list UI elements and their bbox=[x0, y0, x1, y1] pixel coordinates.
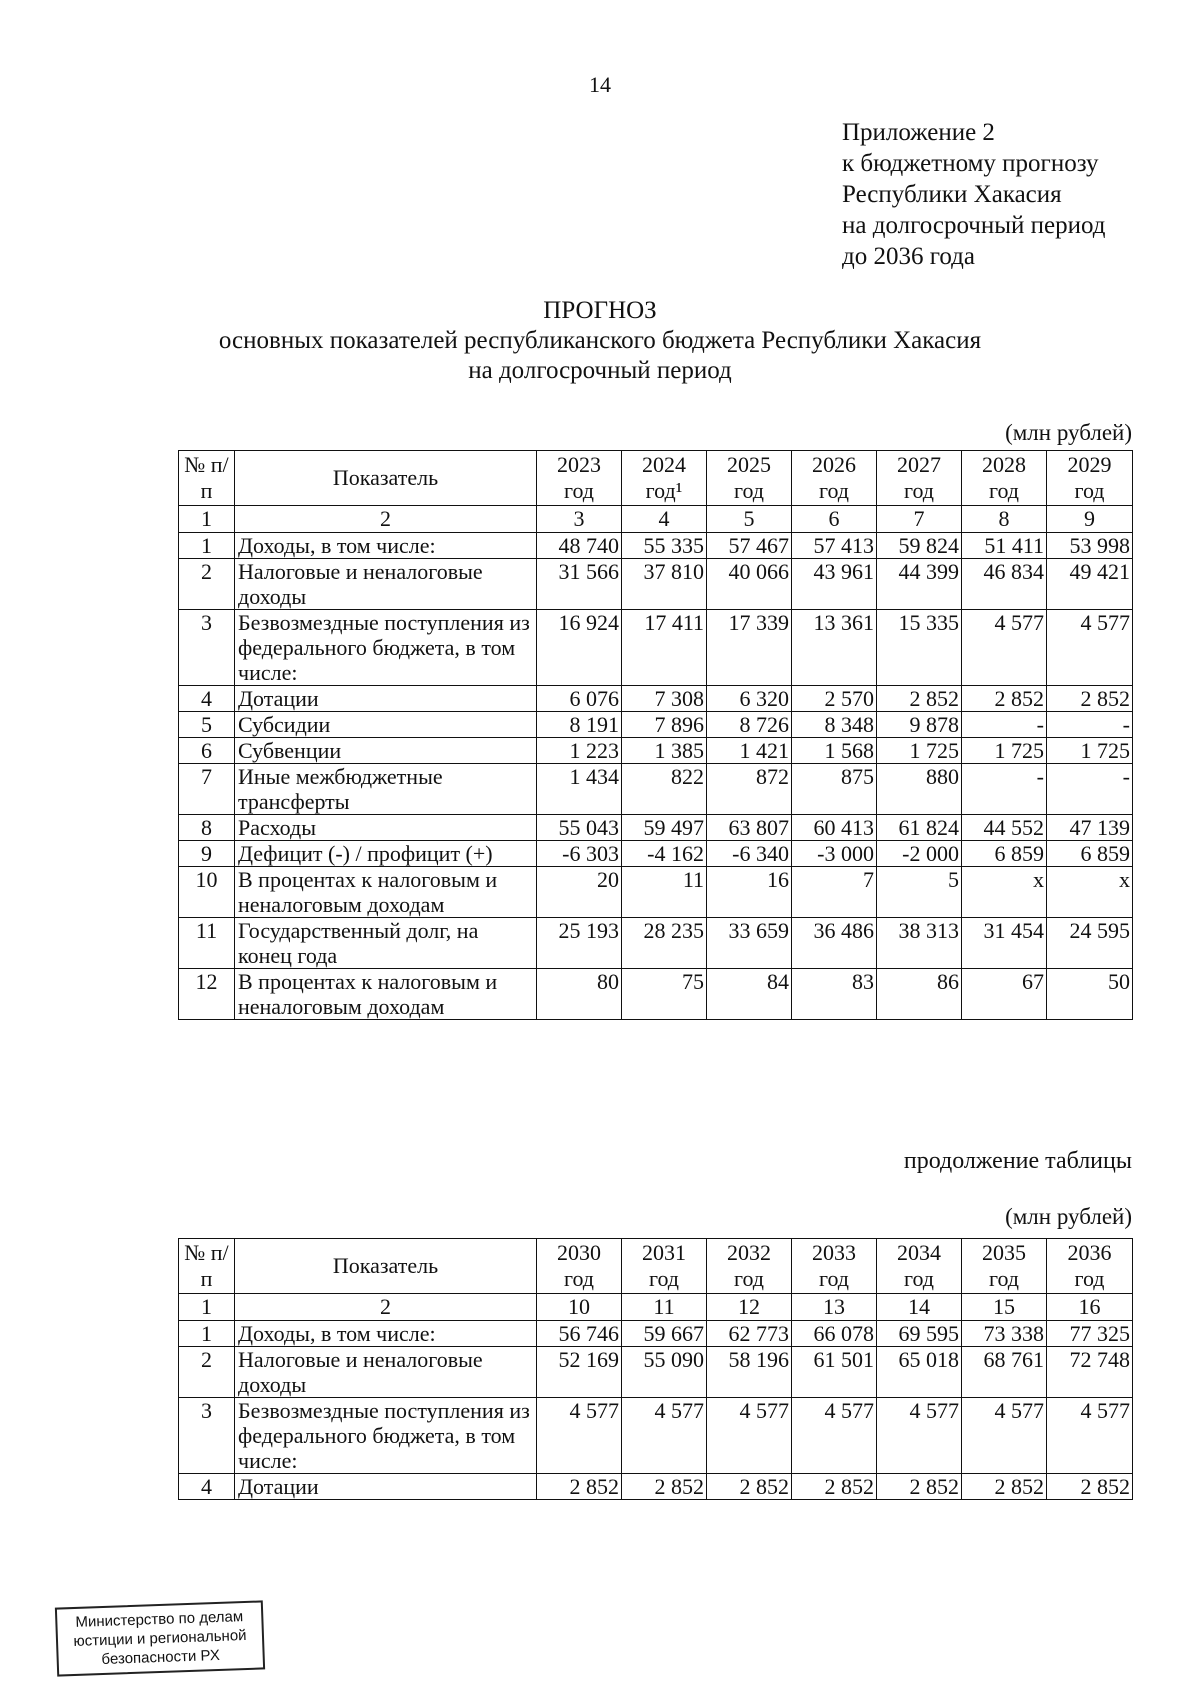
row-number: 9 bbox=[179, 841, 235, 867]
row-value: 56 746 bbox=[537, 1321, 622, 1347]
row-value: 59 824 bbox=[877, 533, 962, 559]
row-value: 15 335 bbox=[877, 610, 962, 686]
row-value: 52 169 bbox=[537, 1347, 622, 1398]
table-row bbox=[179, 764, 1133, 815]
page-number: 14 bbox=[589, 72, 611, 97]
row-indicator: Расходы bbox=[235, 815, 537, 841]
row-value: 16 924 bbox=[537, 610, 622, 686]
row-value: 72 748 bbox=[1047, 1347, 1133, 1398]
row-value: 59 667 bbox=[622, 1321, 707, 1347]
column-number: 4 bbox=[622, 506, 707, 533]
table-row bbox=[179, 841, 1133, 867]
header-year-unit: год bbox=[988, 1266, 1020, 1291]
row-number: 3 bbox=[179, 610, 235, 686]
row-value: 47 139 bbox=[1047, 815, 1133, 841]
header-year bbox=[877, 1239, 962, 1294]
row-value: 1 725 bbox=[962, 738, 1047, 764]
table-row bbox=[179, 969, 1133, 1020]
row-indicator: В процентах к налоговым и неналоговым доходам bbox=[235, 867, 537, 918]
table-header-row bbox=[179, 1239, 1133, 1294]
row-value: 84 bbox=[707, 969, 792, 1020]
row-value: 1 385 bbox=[622, 738, 707, 764]
row-value: 67 bbox=[962, 969, 1047, 1020]
row-number: 2 bbox=[179, 1347, 235, 1398]
row-value: 16 bbox=[707, 867, 792, 918]
row-number: 5 bbox=[179, 712, 235, 738]
row-value: 4 577 bbox=[962, 1398, 1047, 1474]
row-value: 6 320 bbox=[707, 686, 792, 712]
row-value: 28 235 bbox=[622, 918, 707, 969]
row-value: - bbox=[962, 712, 1047, 738]
row-indicator: Дотации bbox=[235, 1474, 537, 1500]
row-value: 37 810 bbox=[622, 559, 707, 610]
header-year-unit: год bbox=[903, 1266, 935, 1291]
row-value: 51 411 bbox=[962, 533, 1047, 559]
column-number: 6 bbox=[792, 506, 877, 533]
table-header-row bbox=[179, 451, 1133, 506]
row-number: 1 bbox=[179, 533, 235, 559]
row-value: 55 043 bbox=[537, 815, 622, 841]
row-value: 44 552 bbox=[962, 815, 1047, 841]
table-row bbox=[179, 533, 1133, 559]
row-value: 1 421 bbox=[707, 738, 792, 764]
column-number: 8 bbox=[962, 506, 1047, 533]
row-value: 44 399 bbox=[877, 559, 962, 610]
row-value: 7 308 bbox=[622, 686, 707, 712]
row-value: 7 896 bbox=[622, 712, 707, 738]
row-value: 40 066 bbox=[707, 559, 792, 610]
row-value: 880 bbox=[877, 764, 962, 815]
row-indicator: Субсидии bbox=[235, 712, 537, 738]
row-indicator: Безвозмездные поступления из федерального бюджета, в том числе: bbox=[235, 610, 537, 686]
header-year-unit: год¹ bbox=[645, 478, 683, 503]
row-indicator: Иные межбюджетные трансферты bbox=[235, 764, 537, 815]
table-row bbox=[179, 918, 1133, 969]
row-value: - bbox=[1047, 764, 1133, 815]
row-value: 83 bbox=[792, 969, 877, 1020]
header-year-unit: год bbox=[988, 478, 1020, 503]
header-year bbox=[962, 1239, 1047, 1294]
row-value: 17 411 bbox=[622, 610, 707, 686]
row-number: 4 bbox=[179, 1474, 235, 1500]
row-value: 69 595 bbox=[877, 1321, 962, 1347]
row-indicator: Доходы, в том числе: bbox=[235, 1321, 537, 1347]
row-value: 55 090 bbox=[622, 1347, 707, 1398]
row-value: 65 018 bbox=[877, 1347, 962, 1398]
header-year-unit: год bbox=[1074, 478, 1105, 503]
appendix-line: к бюджетному прогнозу bbox=[842, 150, 1099, 177]
row-number: 12 bbox=[179, 969, 235, 1020]
row-value: 2 570 bbox=[792, 686, 877, 712]
row-value: 11 bbox=[622, 867, 707, 918]
header-year-value: 2025 bbox=[727, 452, 771, 477]
column-number: 3 bbox=[537, 506, 622, 533]
column-number: 14 bbox=[877, 1294, 962, 1321]
row-value: 36 486 bbox=[792, 918, 877, 969]
header-year bbox=[537, 1239, 622, 1294]
row-number: 10 bbox=[179, 867, 235, 918]
stamp-line: юстиции и региональной bbox=[73, 1626, 247, 1651]
column-number: 13 bbox=[792, 1294, 877, 1321]
header-year bbox=[962, 451, 1047, 506]
row-number: 7 bbox=[179, 764, 235, 815]
header-year-unit: год bbox=[648, 1266, 680, 1291]
table-row bbox=[179, 686, 1133, 712]
row-value: 62 773 bbox=[707, 1321, 792, 1347]
header-year bbox=[537, 451, 622, 506]
row-number: 3 bbox=[179, 1398, 235, 1474]
row-value: 63 807 bbox=[707, 815, 792, 841]
table-row bbox=[179, 1474, 1133, 1500]
row-value: 66 078 bbox=[792, 1321, 877, 1347]
table-row bbox=[179, 738, 1133, 764]
column-number-row bbox=[179, 1294, 1133, 1321]
row-value: 8 726 bbox=[707, 712, 792, 738]
row-value: 13 361 bbox=[792, 610, 877, 686]
row-value: 2 852 bbox=[877, 1474, 962, 1500]
header-year bbox=[622, 451, 707, 506]
row-value: 58 196 bbox=[707, 1347, 792, 1398]
row-value: 6 859 bbox=[1047, 841, 1133, 867]
row-value: x bbox=[1047, 867, 1133, 918]
row-value: 5 bbox=[877, 867, 962, 918]
row-value: 43 961 bbox=[792, 559, 877, 610]
table-continuation-label: продолжение таблицы bbox=[903, 1148, 1132, 1174]
row-value: 24 595 bbox=[1047, 918, 1133, 969]
header-year-value: 2023 bbox=[557, 452, 601, 477]
row-indicator: Государственный долг, на конец года bbox=[235, 918, 537, 969]
column-number: 10 bbox=[537, 1294, 622, 1321]
row-value: 4 577 bbox=[1047, 1398, 1133, 1474]
column-number: 16 bbox=[1047, 1294, 1133, 1321]
row-value: 31 454 bbox=[962, 918, 1047, 969]
row-indicator: Дотации bbox=[235, 686, 537, 712]
header-year-value: 2033 bbox=[812, 1240, 856, 1265]
header-year-value: 2031 bbox=[642, 1240, 686, 1265]
row-value: 59 497 bbox=[622, 815, 707, 841]
header-year bbox=[707, 451, 792, 506]
column-number: 7 bbox=[877, 506, 962, 533]
row-indicator: Налоговые и неналоговые доходы bbox=[235, 559, 537, 610]
row-number: 11 bbox=[179, 918, 235, 969]
row-value: 2 852 bbox=[877, 686, 962, 712]
appendix-note bbox=[842, 117, 1106, 272]
header-year-value: 2024 bbox=[642, 452, 686, 477]
row-value: 875 bbox=[792, 764, 877, 815]
row-value: 1 568 bbox=[792, 738, 877, 764]
row-value: 822 bbox=[622, 764, 707, 815]
table-row bbox=[179, 1398, 1133, 1474]
table-row bbox=[179, 610, 1133, 686]
stamp-line: безопасности РХ bbox=[101, 1646, 221, 1669]
header-year-unit: год bbox=[563, 478, 595, 503]
row-value: 872 bbox=[707, 764, 792, 815]
units-label: (млн рублей) bbox=[1005, 1204, 1132, 1229]
title-line: ПРОГНОЗ bbox=[543, 297, 657, 324]
row-value: 46 834 bbox=[962, 559, 1047, 610]
column-number: 12 bbox=[707, 1294, 792, 1321]
row-value: 9 878 bbox=[877, 712, 962, 738]
row-value: 4 577 bbox=[1047, 610, 1133, 686]
ministry-stamp bbox=[55, 1600, 265, 1676]
row-value: 86 bbox=[877, 969, 962, 1020]
header-year bbox=[792, 451, 877, 506]
header-number: № п/п bbox=[179, 1239, 235, 1294]
header-year bbox=[792, 1239, 877, 1294]
row-value: 4 577 bbox=[537, 1398, 622, 1474]
units-label: (млн рублей) bbox=[1005, 420, 1132, 445]
row-value: 50 bbox=[1047, 969, 1133, 1020]
row-value: -3 000 bbox=[792, 841, 877, 867]
column-number: 11 bbox=[622, 1294, 707, 1321]
row-value: -6 303 bbox=[537, 841, 622, 867]
row-value: 6 076 bbox=[537, 686, 622, 712]
row-value: 4 577 bbox=[707, 1398, 792, 1474]
row-value: 1 725 bbox=[1047, 738, 1133, 764]
table-row bbox=[179, 867, 1133, 918]
header-year bbox=[1047, 1239, 1133, 1294]
header-year-unit: год bbox=[818, 1266, 850, 1291]
row-value: 17 339 bbox=[707, 610, 792, 686]
row-value: -2 000 bbox=[877, 841, 962, 867]
row-value: 20 bbox=[537, 867, 622, 918]
row-value: -4 162 bbox=[622, 841, 707, 867]
stamp-line: Министерство по делам bbox=[75, 1608, 244, 1631]
column-number: 1 bbox=[179, 1294, 235, 1321]
row-value: 2 852 bbox=[792, 1474, 877, 1500]
column-number-row bbox=[179, 506, 1133, 533]
row-value: 4 577 bbox=[877, 1398, 962, 1474]
row-value: 33 659 bbox=[707, 918, 792, 969]
row-indicator: Доходы, в том числе: bbox=[235, 533, 537, 559]
header-year bbox=[877, 451, 962, 506]
title-line: на долгосрочный период bbox=[468, 357, 732, 384]
row-value: 2 852 bbox=[962, 686, 1047, 712]
row-value: 57 413 bbox=[792, 533, 877, 559]
column-number: 15 bbox=[962, 1294, 1047, 1321]
row-value: - bbox=[962, 764, 1047, 815]
row-value: 2 852 bbox=[1047, 1474, 1133, 1500]
row-value: 25 193 bbox=[537, 918, 622, 969]
header-year-unit: год bbox=[733, 478, 765, 503]
table-row bbox=[179, 1347, 1133, 1398]
header-year-value: 2032 bbox=[727, 1240, 771, 1265]
header-year bbox=[707, 1239, 792, 1294]
table-row bbox=[179, 815, 1133, 841]
header-year-value: 2029 bbox=[1067, 452, 1112, 477]
row-value: 61 824 bbox=[877, 815, 962, 841]
row-value: 2 852 bbox=[962, 1474, 1047, 1500]
row-indicator: В процентах к налоговым и неналоговым доходам bbox=[235, 969, 537, 1020]
row-value: 8 191 bbox=[537, 712, 622, 738]
appendix-line: на долгосрочный период bbox=[842, 212, 1106, 239]
row-value: 2 852 bbox=[622, 1474, 707, 1500]
row-value: 55 335 bbox=[622, 533, 707, 559]
row-value: 4 577 bbox=[792, 1398, 877, 1474]
row-value: 53 998 bbox=[1047, 533, 1133, 559]
header-indicator: Показатель bbox=[235, 451, 537, 506]
table-row bbox=[179, 1321, 1133, 1347]
row-value: 1 725 bbox=[877, 738, 962, 764]
row-value: 49 421 bbox=[1047, 559, 1133, 610]
row-value: 61 501 bbox=[792, 1347, 877, 1398]
forecast-table-2030-2036 bbox=[178, 1238, 1133, 1500]
row-value: 2 852 bbox=[537, 1474, 622, 1500]
row-indicator: Безвозмездные поступления из федерального бюджета, в том числе: bbox=[235, 1398, 537, 1474]
header-year-unit: год bbox=[563, 1266, 595, 1291]
title-line: основных показателей республиканского бюджета Республики Хакасия bbox=[218, 327, 982, 354]
row-value: 38 313 bbox=[877, 918, 962, 969]
row-value: 73 338 bbox=[962, 1321, 1047, 1347]
row-number: 4 bbox=[179, 686, 235, 712]
column-number: 5 bbox=[707, 506, 792, 533]
row-value: -6 340 bbox=[707, 841, 792, 867]
row-number: 8 bbox=[179, 815, 235, 841]
header-year-unit: год bbox=[1074, 1266, 1105, 1291]
header-number: № п/п bbox=[179, 451, 235, 506]
header-year-value: 2026 bbox=[812, 452, 856, 477]
header-year-value: 2028 bbox=[982, 452, 1026, 477]
appendix-line: Республики Хакасия bbox=[842, 181, 1062, 208]
row-value: 2 852 bbox=[1047, 686, 1133, 712]
header-year-value: 2027 bbox=[897, 452, 941, 477]
row-indicator: Налоговые и неналоговые доходы bbox=[235, 1347, 537, 1398]
row-value: 31 566 bbox=[537, 559, 622, 610]
column-number: 1 bbox=[179, 506, 235, 533]
row-number: 1 bbox=[179, 1321, 235, 1347]
header-year-unit: год bbox=[818, 478, 850, 503]
row-number: 6 bbox=[179, 738, 235, 764]
row-value: 77 325 bbox=[1047, 1321, 1133, 1347]
document-title bbox=[0, 296, 1200, 386]
row-value: 7 bbox=[792, 867, 877, 918]
row-value: 2 852 bbox=[707, 1474, 792, 1500]
row-value: 6 859 bbox=[962, 841, 1047, 867]
table-row bbox=[179, 559, 1133, 610]
header-year bbox=[622, 1239, 707, 1294]
column-number: 2 bbox=[235, 506, 537, 533]
header-year-value: 2036 bbox=[1067, 1240, 1112, 1265]
row-value: 48 740 bbox=[537, 533, 622, 559]
row-value: 75 bbox=[622, 969, 707, 1020]
header-year-value: 2030 bbox=[557, 1240, 601, 1265]
column-number: 2 bbox=[235, 1294, 537, 1321]
row-value: x bbox=[962, 867, 1047, 918]
row-value: 60 413 bbox=[792, 815, 877, 841]
row-value: 4 577 bbox=[962, 610, 1047, 686]
header-year bbox=[1047, 451, 1133, 506]
row-value: 1 434 bbox=[537, 764, 622, 815]
appendix-line: Приложение 2 bbox=[842, 119, 995, 146]
row-indicator: Субвенции bbox=[235, 738, 537, 764]
row-indicator: Дефицит (-) / профицит (+) bbox=[235, 841, 537, 867]
appendix-line: до 2036 года bbox=[842, 243, 975, 270]
forecast-table-2023-2029 bbox=[178, 450, 1133, 1020]
header-year-value: 2034 bbox=[897, 1240, 941, 1265]
header-indicator: Показатель bbox=[235, 1239, 537, 1294]
row-value: 68 761 bbox=[962, 1347, 1047, 1398]
table-row bbox=[179, 712, 1133, 738]
row-value: 80 bbox=[537, 969, 622, 1020]
row-value: 57 467 bbox=[707, 533, 792, 559]
row-value: - bbox=[1047, 712, 1133, 738]
header-year-unit: год bbox=[903, 478, 935, 503]
row-number: 2 bbox=[179, 559, 235, 610]
row-value: 8 348 bbox=[792, 712, 877, 738]
row-value: 4 577 bbox=[622, 1398, 707, 1474]
header-year-unit: год bbox=[733, 1266, 765, 1291]
header-year-value: 2035 bbox=[982, 1240, 1026, 1265]
row-value: 1 223 bbox=[537, 738, 622, 764]
column-number: 9 bbox=[1047, 506, 1133, 533]
